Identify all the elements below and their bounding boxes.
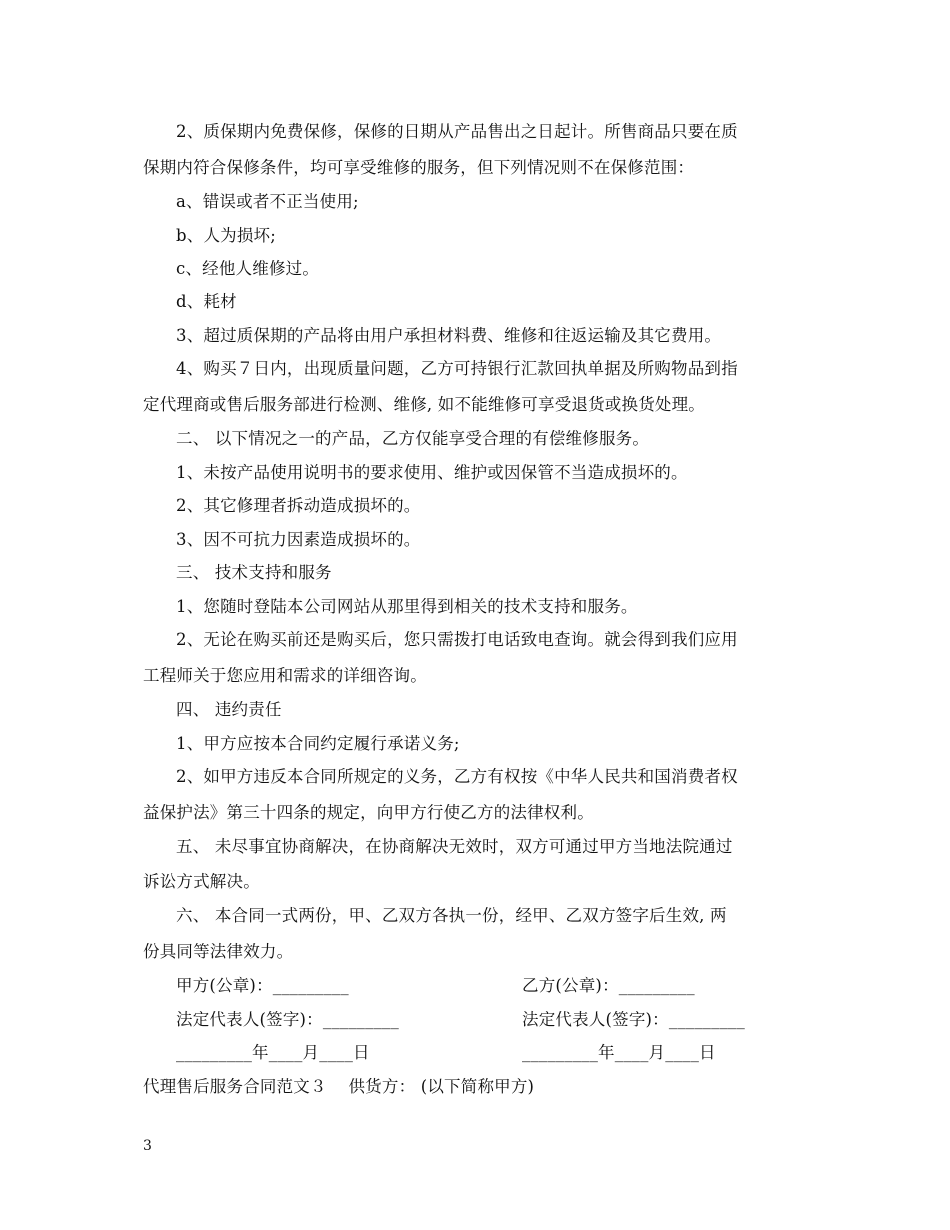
paragraph-line: 4、购买７日内，出现质量问题，乙方可持银行汇款回执单据及所购物品到指 xyxy=(176,359,738,378)
party-a-date: _________年____月____日 xyxy=(176,1043,370,1062)
paragraph-line: 定代理商或售后服务部进行检测、维修, 如不能维修可享受退货或换货处理。 xyxy=(143,395,705,414)
closing-line: 代理售后服务合同范文３ 供货方： (以下简称甲方) xyxy=(143,1077,535,1096)
paragraph-line: 3、超过质保期的产品将由用户承担材料费、维修和往返运输及其它费用。 xyxy=(176,326,722,345)
paragraph-line: 份具同等法律效力。 xyxy=(143,942,294,961)
page-number: 3 xyxy=(143,1138,152,1154)
paragraph-line: 2、其它修理者拆动造成损坏的。 xyxy=(176,496,421,515)
paragraph-line: 工程师关于您应用和需求的详细咨询。 xyxy=(143,666,427,685)
paragraph-line: 2、如甲方违反本合同所规定的义务，乙方有权按《中华人民共和国消费者权 xyxy=(176,767,738,786)
paragraph-line: 益保护法》第三十四条的规定，向甲方行使乙方的法律权利。 xyxy=(143,803,594,822)
section-heading: 六、 本合同一式两份，甲、乙双方各执一份，经甲、乙双方签字后生效, 两 xyxy=(176,906,727,925)
party-b-date: _________年____月____日 xyxy=(522,1043,716,1062)
paragraph-line: 2、无论在购买前还是购买后，您只需拨打电话致电查询。就会得到我们应用 xyxy=(176,630,738,649)
paragraph-line: 1、您随时登陆本公司网站从那里得到相关的技术支持和服务。 xyxy=(176,597,638,616)
paragraph-line: 保期内符合保修条件，均可享受维修的服务，但下列情况则不在保修范围： xyxy=(143,158,695,177)
paragraph-line: c、经他人维修过。 xyxy=(176,259,320,278)
paragraph-line: 1、未按产品使用说明书的要求使用、维护或因保管不当造成损坏的。 xyxy=(176,463,688,482)
paragraph-line: b、人为损坏; xyxy=(176,226,277,245)
party-a-seal: 甲方(公章)：_________ xyxy=(176,976,349,995)
section-heading: 五、 未尽事宜协商解决，在协商解决无效时，双方可通过甲方当地法院通过 xyxy=(176,837,733,856)
paragraph-line: 3、因不可抗力因素造成损坏的。 xyxy=(176,530,421,549)
paragraph-line: 1、甲方应按本合同约定履行承诺义务; xyxy=(176,734,460,753)
paragraph-line: 2、质保期内免费保修，保修的日期从产品售出之日起计。所售商品只要在质 xyxy=(176,122,738,141)
section-heading: 三、 技术支持和服务 xyxy=(176,563,332,582)
section-heading: 二、 以下情况之一的产品，乙方仅能享受合理的有偿维修服务。 xyxy=(176,429,650,448)
paragraph-line: a、错误或者不正当使用; xyxy=(176,192,359,211)
paragraph-line: 诉讼方式解决。 xyxy=(143,872,260,891)
party-b-seal: 乙方(公章)：_________ xyxy=(522,976,695,995)
paragraph-line: d、耗材 xyxy=(176,292,237,311)
section-heading: 四、 违约责任 xyxy=(176,700,282,719)
party-a-representative: 法定代表人(签字)：_________ xyxy=(176,1010,399,1029)
party-b-representative: 法定代表人(签字)：_________ xyxy=(522,1010,745,1029)
